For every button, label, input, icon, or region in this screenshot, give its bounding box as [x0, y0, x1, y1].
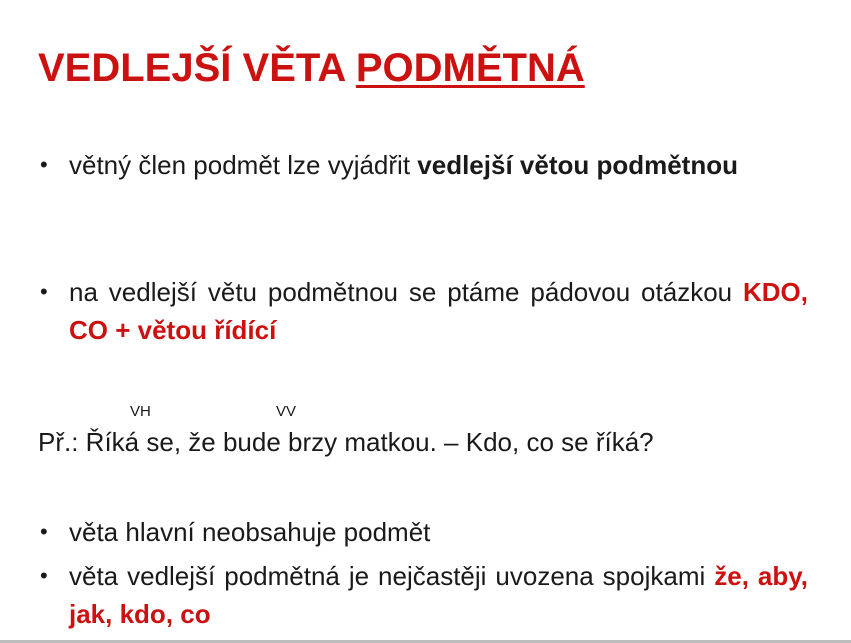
bullet-item-3: [40, 513, 808, 551]
title-part-plain: VEDLEJŠÍ VĚTA: [38, 46, 356, 90]
label-vh: VH: [130, 403, 151, 420]
bullet-plain-text: na vedlejší větu podmětnou se ptáme pádovou otázkou: [69, 277, 743, 307]
bullet-text: [69, 273, 808, 349]
bullet-plain-text: větný člen podmět lze vyjádřit: [69, 150, 418, 180]
bullet-dot: •: [40, 519, 48, 544]
bullet-red-text: KDO, CO + větou řídící: [69, 277, 808, 345]
title-part-underlined: PODMĚTNÁ: [355, 46, 585, 90]
bullet-dot: •: [40, 563, 48, 588]
label-vv: VV: [276, 403, 297, 420]
bullet-item-2: [40, 273, 808, 349]
bullet-text: [69, 146, 808, 184]
bullet-red-text: že, aby, jak, kdo, co: [69, 561, 808, 629]
bullet-item-1: [40, 146, 808, 184]
bullet-text: [69, 557, 808, 633]
bullet-plain-text: věta vedlejší podmětná je nejčastěji uvozena spojkami: [69, 561, 715, 591]
bullet-bold-text: vedlejší větou podmětnou: [417, 150, 738, 180]
bullet-dot: •: [40, 152, 48, 177]
slide-title: [38, 46, 585, 91]
bullet-text: věta hlavní neobsahuje podmět: [69, 517, 431, 547]
bullet-item-4: [40, 557, 808, 633]
example-sentence: Př.: Říká se, že bude brzy matkou. – Kdo, co se říká?: [38, 427, 654, 457]
bullet-dot: •: [40, 279, 48, 304]
